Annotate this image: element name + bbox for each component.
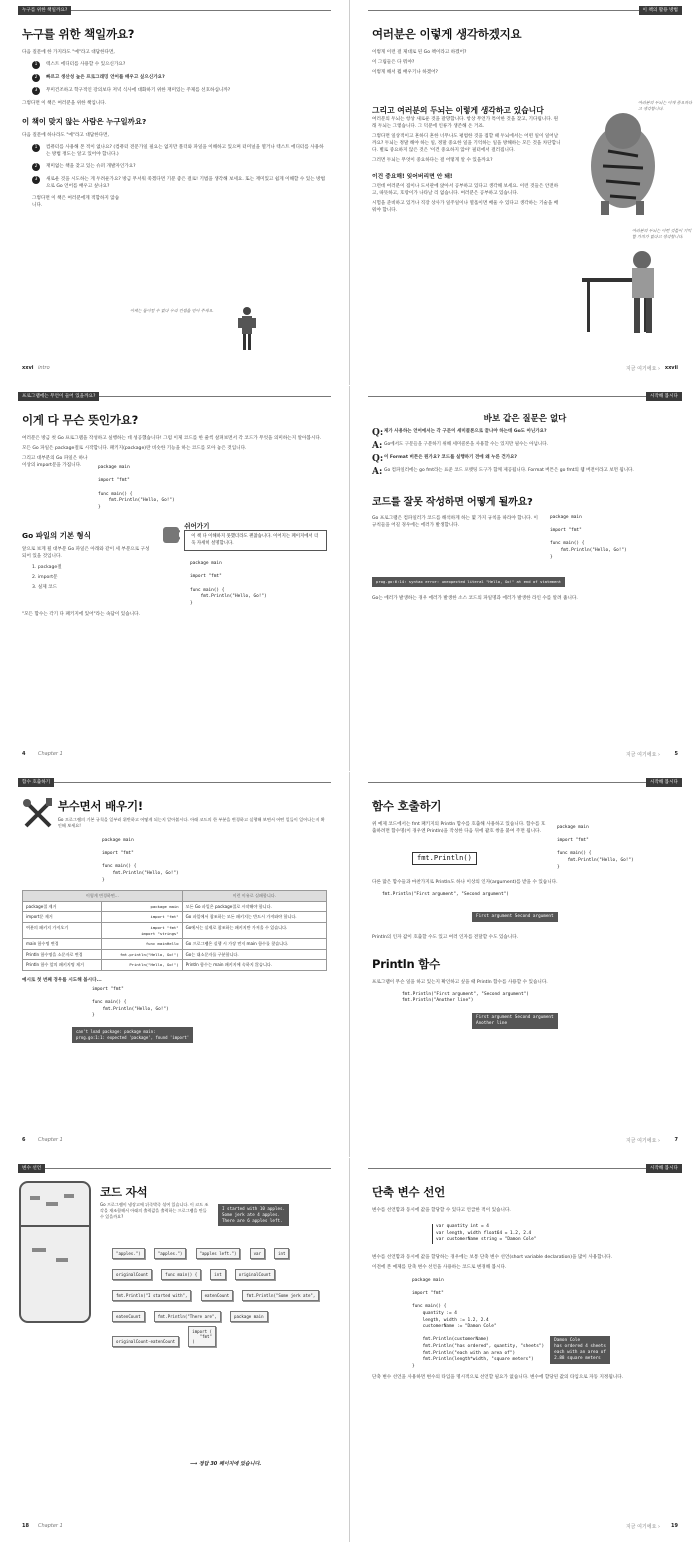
qa-key: A: xyxy=(372,467,383,477)
running-header: 이 책의 활용 방법 xyxy=(639,6,682,15)
intro: Go 프로그램이 냉장고에 뒤죽박죽 섞여 있습니다. 이 코드 조각을 재조합해서 아래의 출력값을 출력하는 프로그램을 만들 수 있을까요? xyxy=(100,1202,209,1219)
code-magnet[interactable]: fmt.Println("I started with", xyxy=(112,1290,191,1301)
running-header: 변수 선언 xyxy=(18,1164,45,1173)
code-magnet[interactable]: eatenCount xyxy=(201,1290,234,1301)
running-header: 프로그램에는 무언이 들어 있을까요? xyxy=(18,392,99,401)
handwritten-note: 여러분의 두뇌는 이런 것들이 기억할 가치가 없다고 생각합니다. xyxy=(632,228,692,239)
tools-icon xyxy=(22,798,52,830)
callout-title: 쉬어가기 xyxy=(184,522,210,531)
code-block: import "fmt" func main() { fmt.Println("Hello, Go!") } xyxy=(92,987,169,1019)
table-header: 이렇게 변경하면... xyxy=(23,891,183,902)
code-magnet[interactable]: fmt.Println("Some jerk ate", xyxy=(242,1290,319,1301)
callout-box: 이 책 다 이해하지 못했더라도 괜찮습니다. 이어지는 페이지에서 더욱 자세히 설명합니다. xyxy=(184,530,327,551)
code-magnet[interactable]: originalCount xyxy=(235,1269,275,1280)
body-text: 그러면 두뇌는 무엇이 중요하다는 걸 어떻게 알 수 있을까요? xyxy=(372,158,493,164)
outro: 그렇다면 이 책은 여러분을 위한 책입니다. xyxy=(22,101,107,107)
code-magnet[interactable]: func main() { xyxy=(161,1269,201,1280)
code-magnet[interactable]: "apples left.") xyxy=(196,1248,241,1259)
code-block: package main import "fmt" func main() { fmt.Println("Hello, Go!") } xyxy=(102,838,179,883)
code-block: package main import "fmt" func main() { quantity := 4 length, width := 1.2, 2.4 customerName := "Damon Cole" fmt.Println(customerName) fmt.Println("has ordered", quantity, "sheets") fmt.Println("each with an area of") fmt.Println(length*width, "square meters") } xyxy=(412,1278,545,1369)
body-text: Println의 인자 값이 호출할 수도 있고 여러 인자를 전달할 수도 있습니다. xyxy=(372,935,519,941)
list-item: 3. 실제 코드 xyxy=(32,584,58,590)
qa-text: 이 Format 버튼은 뭔가요? 코드를 실행하기 전에 왜 누른 건가요? xyxy=(384,455,518,460)
here-label: 지금 여기에요 › xyxy=(625,752,660,758)
section-heading: 그리고 여러분의 두뇌는 이렇게 생각하고 있습니다 xyxy=(372,106,544,115)
page-title: 여러분은 이렇게 생각하겠지요 xyxy=(372,27,522,41)
body-text: 변수를 선언함과 동시에 값을 할당할 수 있다고 언급한 적이 있습니다. xyxy=(372,1208,511,1213)
code-block: fmt.Println("First argument", "Second argument") fmt.Println("Another line") xyxy=(402,991,529,1004)
page-title: 단축 변수 선언 xyxy=(372,1185,446,1199)
body-text: 그리고 대부분의 Go 파일은 하나 이상의 import문을 가집니다. xyxy=(22,456,88,469)
answer-pointer: ⟶ 정답 30 페이지에 있습니다. xyxy=(190,1461,262,1467)
try-text: 예시로 첫 번째 경우를 시도해 봅시다... xyxy=(22,977,102,983)
chapter-label: Chapter 1 xyxy=(38,1523,63,1529)
table-row: Println 함수명을 소문자로 변경 fmt.println("Hello, Go!") Go는 대소문자를 구분합니다. xyxy=(23,949,327,960)
section-heading: 코드를 잘못 작성하면 어떻게 될까요? xyxy=(372,497,533,508)
running-header: 시작해 봅시다 xyxy=(646,1164,682,1173)
list-item: 무미건조하고 학구적인 강의보다 저녁 식사에 대화하기 위한 재미있는 주제를 선호하십니까? xyxy=(46,88,231,94)
running-header: 누구를 위한 책일까요? xyxy=(18,6,71,15)
code-magnet[interactable]: originalCount-eatenCount xyxy=(112,1336,179,1347)
table-row: import문 제거 import "fmt" Go 파일에서 참조하는 모든 패키지는 반드시 가져와야 합니다. xyxy=(23,912,327,923)
page-title: 이게 다 무슨 뜻인가요? xyxy=(22,413,139,427)
page-number: 5 xyxy=(674,751,678,757)
qa-text: Go 컴파일러에는 go fmt라는 표준 코드 포맷팅 도구가 함께 제공됩니다. Format 버튼은 go fmt의 웹 버전이라고 보면 됩니다. xyxy=(384,468,634,473)
running-header: 시작해 봅시다 xyxy=(646,392,682,401)
qa-key: A: xyxy=(372,441,383,451)
page-number: xxvi xyxy=(22,365,34,371)
code-block: fmt.Println("First argument", "Second argument") xyxy=(382,891,509,897)
page-title: 바보 같은 질문은 없다 xyxy=(483,414,567,424)
page-19 xyxy=(350,1158,700,1542)
list-item: 컴퓨터를 사용해 본 적이 없나요? (컴퓨터 전문가일 필요는 없지만 폴더와 파일을 이해하고 있으며 터미널을 열거나 텍스트 에디터를 사용하는 방법 정도는 알고 있어야 합니다.) xyxy=(46,145,324,158)
tiger-illustration xyxy=(568,106,678,216)
code-magnet[interactable]: originalCount xyxy=(112,1269,152,1280)
spread-2 xyxy=(0,386,700,771)
footnote: "모든 함수는 각기 다 패키지에 있어"라는 속담이 있습니다. xyxy=(22,612,140,618)
body-text: 여러분은 방금 첫 Go 프로그램을 작성하고 실행하는 데 성공했습니다! 그럼 이제 코드를 한 줄씩 살펴보면서 각 코드가 무엇을 의미하는지 알아봅시다. xyxy=(22,436,322,441)
qa-key: Q: xyxy=(372,454,384,464)
outro: 그렇다면 이 책은 여러분에게 적합하지 않습니다. xyxy=(32,196,120,209)
qa-key: Q: xyxy=(372,428,384,438)
here-label: 지금 여기에요 › xyxy=(625,1138,660,1144)
chapter-label: Chapter 1 xyxy=(38,1137,63,1143)
body-text: 다른 많은 함수들과 마찬가지로 Println도 하나 이상의 인자(argument)를 받을 수 있습니다. xyxy=(372,879,558,885)
body-text: 그런데 여러분이 집이나 도서관에 앉아서 공부하고 있다고 생각해 보세요. 이런 것들은 안전하고, 따뜻하고, 호랑이가 나타날 리 없습니다. 여러분은 공부하고 있습니다. xyxy=(372,183,559,196)
section-heading: Go 파일의 기본 형식 xyxy=(22,531,91,541)
body-text: 그렇다면 일상적이고 흔하디 흔한 너무나도 평범한 것을 접할 때 두뇌에서는 어떤 일이 일어날까요? 두뇌는 정말 해야 하는 일, 정말 중요한 일을 기억하는 일을 방해하는 모든 것을 차단합니다. 별로 중요하지 않은 것은 '이건 중요하지 않아' 필터에서 걸러집니다. xyxy=(372,134,561,154)
body-text: Go 프로그램은 컴파일러가 코드를 해석하게 하는 몇 가지 규칙을 따라야 합니다. 이 규칙들을 어길 경우에는 에러가 발생합니다. xyxy=(372,516,538,529)
spread-4 xyxy=(0,1158,700,1542)
code-block: package main import "fmt" func main() { fmt.Println("Hello, Go!") } xyxy=(190,561,267,606)
program-output: First argument Second argument xyxy=(472,912,558,922)
error-output: can't load package: package main: prog.go:1:1: expected 'package', found 'import' xyxy=(72,1027,193,1043)
page-xxvi: 누구를 위한 책일까요? 누구를 위한 책일까요? 다음 질문에 한 가지라도 "예"라고 대답한다면, 1 텍스트 에디터를 사용할 수 있으신가요? 2 빠르고 생산성 높은 프로그래밍 언어를 배우고 싶으신가요? 3 무미건조하고 학구적인 강의보다 저녁 식사에 대화하기 위한 재미있는 주제를 선호하십니까? 그렇다면 이 책은 여러분을 위한 책입니다. 이 책이 맞지 않는 사람은 누구일까요? 다음 질문에 하나라도 "예"라고 대답한다면, 1 컴퓨터를 사용해 본 적이 없나요? (컴퓨터 전문가일 필요는 없지만 폴더와 파일을 이해하고 있으며 터미널을 열거나 텍스트 에디터를 사용하는 방법 정도는 알고 있어야 합니다.) 2 재미없는 책을 찾고 있는 슈퍼 개발자인가요? 3 새로운 것을 시도하는 게 두려운가요? 방금 무서워 죽겠다면 기분 좋은 걸로! 기법을 생각해 보세요. 또는 재미있고 쉽게 이해할 수 있는 방법으로 Go 언어를 배우고 싶나요? 그렇다면 이 책은 여러분에게 적합하지 않습니다. 이제는 돌이킬 수 없다 우리 컨셉을 믿어 주세요. xxvi intro xyxy=(0,0,350,385)
here-label: 지금 여기에요 › xyxy=(625,1524,660,1530)
intro: Go 프로그램의 기본 규칙을 일부러 위반하고 어떻게 되는지 알아봅시다. 아래 코드의 한 부분을 변경하고 실행해 보면서 어떤 일들이 일어나는지 확인해 보세요! xyxy=(57,817,325,828)
code-block: var quantity int = 4 var length, width float64 = 1.2, 2.4 var customerName string = "Damon Cole" xyxy=(432,1224,678,1244)
table-row: package절 제거 package main 모든 Go 파일은 package절로 시작해야 합니다. xyxy=(23,901,327,912)
code-block: package main import "fmt" func main() { fmt.Println("Hello, Go!") } xyxy=(550,515,627,560)
page-7 xyxy=(350,772,700,1157)
program-output: Damon Cole has ordered 4 sheets each with an area of 2.88 square meters xyxy=(550,1336,610,1364)
page-title: 함수 호출하기 xyxy=(372,799,442,813)
page-4 xyxy=(0,386,350,771)
arrow-icon: ⟶ xyxy=(190,1461,199,1467)
table-row: 여분의 패키지 가져오기 import "fmt" import "strings" Go에서는 실제로 참조하는 패키지만 가져올 수 있습니다. xyxy=(23,922,327,938)
question: 이 그림들은 다 뭐야? xyxy=(372,60,415,66)
qa-text: 제가 사용하는 언어에서는 각 구문이 세미콜론으로 끝나야 하는데 Go도 아닌가요? xyxy=(384,429,547,434)
code-magnet[interactable]: package main xyxy=(230,1311,268,1322)
code-magnet[interactable]: int xyxy=(274,1248,289,1259)
function-call: fmt.Println() xyxy=(412,852,477,865)
chapter-label: Chapter 1 xyxy=(38,751,63,757)
student-illustration xyxy=(572,238,682,348)
running-header: 시작해 봅시다 xyxy=(646,778,682,787)
qa-text: Go에서도 구문들을 구분하기 위해 세미콜론을 사용할 수는 있지만 필수는 아닙니다. xyxy=(384,442,548,447)
body-text: 프로그램이 무슨 일을 하고 있는지 확인하고 싶을 때 Println 함수를 사용할 수 있습니다. xyxy=(372,979,548,985)
code-block: package main import "fmt" func main() { fmt.Println("Hello, Go!") } xyxy=(557,825,634,870)
body-text: 이전에 본 예제를 단축 변수 선언을 사용하는 코드로 변경해 봅시다. xyxy=(372,1264,507,1270)
code-magnet[interactable]: eatenCount xyxy=(112,1311,145,1322)
page-number: 7 xyxy=(674,1137,678,1143)
code-magnet[interactable]: int xyxy=(210,1269,225,1280)
body-text: Go는 에러가 발생하는 경우 에러가 발생한 소스 코드의 파일명과 에러가 발생한 라인 수를 알려 줍니다. xyxy=(372,596,578,602)
body-text: 여러분의 두뇌는 항상 새로운 것을 갈망합니다. 항상 무언가 특이한 것을 찾고, 기다립니다. 원래 두뇌는 그렇습니다. 그 덕분에 인류가 생존해 온 거죠. xyxy=(372,117,559,130)
body-text: 모든 Go 파일은 package절로 시작합니다. 패키지(package)란 비슷한 기능을 하는 코드를 모아 놓은 것입니다. xyxy=(22,446,247,452)
list-item: 2. import문 xyxy=(32,574,58,580)
coffee-cup-icon xyxy=(160,521,180,545)
question: 이렇게 해서 뭘 배우기나 하겠어? xyxy=(372,70,438,76)
page-number: xxvii xyxy=(664,365,678,371)
page-number: 6 xyxy=(22,1137,26,1143)
running-header: 함수 호출하기 xyxy=(18,778,54,787)
page-title: 코드 자석 xyxy=(100,1185,148,1199)
section-heading: Println 함수 xyxy=(372,956,441,971)
code-magnet[interactable]: "apples.") xyxy=(154,1248,187,1259)
intro: 다음 질문에 하나라도 "예"라고 대답한다면, xyxy=(22,133,109,139)
page-number: 4 xyxy=(22,751,26,757)
spread-1 xyxy=(0,0,700,385)
list-item: 새로운 것을 시도하는 게 두려운가요? 방금 무서워 죽겠다면 기분 좋은 걸로! 기법을 생각해 보세요. 또는 재미있고 쉽게 이해할 수 있는 방법으로 Go 언어를 배우고 싶나요? xyxy=(46,177,326,190)
page-xxvii xyxy=(350,0,700,385)
body-text: 변수를 선언함과 동시에 값을 할당하는 경우에는 보통 단축 변수 선언(short variable declaration)을 많이 사용합니다. xyxy=(372,1254,612,1260)
here-label: 지금 여기에요 › xyxy=(625,366,660,372)
page-title: 누구를 위한 책일까요? xyxy=(22,27,135,41)
program-output: First argument Second argument Another line xyxy=(472,1013,558,1029)
question: 이렇게 이런 걸 제대로 된 Go 책이라고 하겠어? xyxy=(372,50,467,55)
error-output: prog.go:6:14: syntax error: unexpected literal "Hello, Go!" at end of statement xyxy=(372,577,565,587)
body-text: 단축 변수 선언을 사용하면 변수의 타입을 명시적으로 선언할 필요가 없습니다. 변수에 할당된 값의 타입으로 자동 지정됩니다. xyxy=(372,1375,624,1381)
body-text: 위 예제 코드에서는 fmt 패키지의 Println 함수를 호출해 사용하고 있습니다. 함수를 호출하려면 함수명(이 경우엔 Println)을 작성한 다음 뒤에 괄호 쌍을 붙여 주면 됩니다. xyxy=(372,822,546,835)
table-header: 이런 이유로 실패합니다. xyxy=(182,891,326,902)
magnet-board xyxy=(110,1240,340,1349)
section-heading: 이 책이 맞지 않는 사람은 누구일까요? xyxy=(22,117,147,127)
code-magnet[interactable]: import ( "fmt" ) xyxy=(188,1326,216,1347)
page-title: 부수면서 배우기! xyxy=(57,799,143,813)
table-row: main 함수명 변경 func mainHello Go 프로그램은 실행 시 가장 먼저 main 함수를 찾습니다. xyxy=(23,939,327,950)
table-row: Println 함수 앞의 패키지명 제거 Println("Hello, Go!") Println 함수는 main 패키지에 속하지 않습니다. xyxy=(23,960,327,971)
page-5 xyxy=(350,386,700,771)
man-illustration xyxy=(236,305,258,353)
body-text: 시험을 준비하고 있거나 직장 상사가 일주일이나 열흘이면 배울 수 있다고 생각하는 기술을 배워야 합니다. xyxy=(372,200,559,213)
list-item: 빠르고 생산성 높은 프로그래밍 언어를 배우고 싶으신가요? xyxy=(46,75,165,81)
list-item: 1. package절 xyxy=(32,564,62,570)
page-6 xyxy=(0,772,350,1157)
code-magnet[interactable]: fmt.Println("There are", xyxy=(154,1311,221,1322)
experiment-table xyxy=(22,890,327,971)
list-item: 재미없는 책을 찾고 있는 슈퍼 개발자인가요? xyxy=(46,164,136,170)
page-number: 19 xyxy=(671,1523,678,1529)
page-18 xyxy=(0,1158,350,1542)
fridge-illustration xyxy=(16,1178,96,1328)
list-item: 텍스트 에디터를 사용할 수 있으신가요? xyxy=(46,62,126,68)
code-magnet[interactable]: "apples.") xyxy=(112,1248,145,1259)
chapter-label: intro xyxy=(38,365,50,371)
handwritten-note: 여러분의 두뇌는 이게 중요하다고 생각합니다. xyxy=(638,100,693,111)
subheading: 이건 중요해! 잊어버리면 안 돼! xyxy=(372,173,453,180)
spread-3 xyxy=(0,772,700,1157)
expected-output: I started with 10 apples. Some jerk ate 4 apples. There are 6 apples left. xyxy=(218,1204,289,1226)
intro: 다음 질문에 한 가지라도 "예"라고 대답한다면, xyxy=(22,50,115,55)
body-text: 앞으로 보게 될 대부분 Go 파일은 아래와 같이 세 부분으로 구성되어 있을 것입니다. xyxy=(22,547,150,560)
code-block: package main import "fmt" func main() { fmt.Println("Hello, Go!") } xyxy=(98,465,175,510)
code-magnet[interactable]: var xyxy=(250,1248,265,1259)
handwritten-note: 이제는 돌이킬 수 없다 우리 컨셉을 믿어 주세요. xyxy=(130,308,214,313)
page-number: 18 xyxy=(22,1523,29,1529)
